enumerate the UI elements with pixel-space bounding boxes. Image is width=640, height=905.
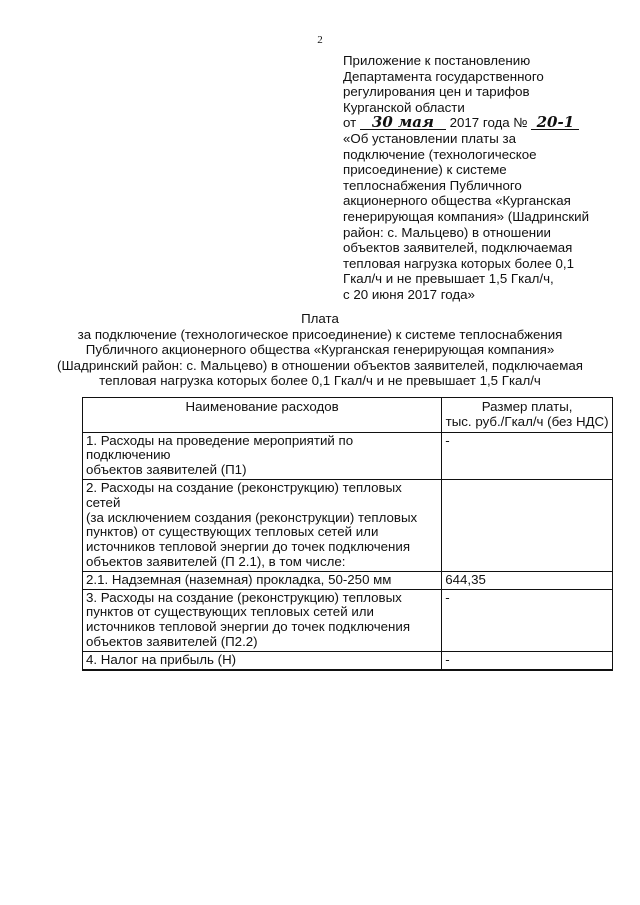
appendix-desc-line: с 20 июня 2017 года» xyxy=(343,286,475,302)
row-name-line: 3. Расходы на создание (реконструкцию) тепловых xyxy=(86,589,402,605)
row-name-cell xyxy=(83,479,442,571)
title-line: (Шадринский район: с. Мальцево) в отношении объектов заявителей, подключаемая xyxy=(57,357,583,373)
title-heading: Плата xyxy=(301,311,339,326)
table-row xyxy=(83,571,613,589)
appendix-desc-line: район: с. Мальцево) в отношении xyxy=(343,224,551,240)
year-text: 2017 года № xyxy=(449,115,528,131)
handwritten-date: 30 мая xyxy=(360,116,446,130)
title-line: Публичного акционерного общества «Курганская генерирующая компания» xyxy=(85,342,555,358)
row-name-line: объектов заявителей (П2.2) xyxy=(86,633,258,649)
row-value-cell: 644,35 xyxy=(442,571,613,589)
title-line: за подключение (технологическое присоединение) к системе теплоснабжения xyxy=(77,326,563,342)
table-row xyxy=(83,589,613,651)
appendix-desc-line: акционерного общества «Курганская xyxy=(343,193,571,209)
row-name-line: объектов заявителей (П1) xyxy=(86,462,247,478)
date-prefix: от xyxy=(343,115,357,131)
row-name-line: пунктов от существующих тепловых сетей или xyxy=(86,604,374,620)
row-name-line: 1. Расходы на проведение мероприятий по подключению xyxy=(86,432,354,463)
row-value-cell: - xyxy=(442,589,613,651)
table-row xyxy=(83,432,613,479)
row-value-cell: - xyxy=(442,651,613,669)
row-name-line: 4. Налог на прибыль (Н) xyxy=(86,651,237,667)
appendix-desc-line: объектов заявителей, подключаемая xyxy=(343,240,573,256)
document-title xyxy=(20,311,620,389)
row-name-line: объектов заявителей (П 2.1), в том числе: xyxy=(86,553,346,569)
appendix-line: регулирования цен и тарифов xyxy=(343,84,530,100)
appendix-desc-line: присоединение) к системе xyxy=(343,162,507,178)
table-row xyxy=(83,479,613,571)
header-name: Наименование расходов xyxy=(185,399,339,414)
appendix-line: Приложение к постановлению xyxy=(343,53,531,68)
header-size-line: Размер платы, xyxy=(481,399,573,414)
appendix-block xyxy=(343,53,628,303)
table-row xyxy=(83,651,613,669)
row-value-cell xyxy=(442,479,613,571)
row-name-line: источников тепловой энергии до точек подключения xyxy=(86,619,411,635)
appendix-line: Курганской области xyxy=(343,99,465,115)
title-line: тепловая нагрузка которых более 0,1 Гкал/ч и не превышает 1,5 Гкал/ч xyxy=(99,373,541,389)
appendix-desc-line: «Об установлении платы за xyxy=(343,130,516,146)
fees-table xyxy=(82,397,613,671)
appendix-desc-line: Гкал/ч и не превышает 1,5 Гкал/ч, xyxy=(343,271,554,287)
header-size-cell xyxy=(442,398,613,433)
appendix-line: Департамента государственного xyxy=(343,68,544,84)
header-name-cell xyxy=(83,398,442,433)
row-name-cell xyxy=(83,432,442,479)
row-value-cell: - xyxy=(442,432,613,479)
row-name-cell xyxy=(83,651,442,669)
header-size-line: тыс. руб./Гкал/ч (без НДС) xyxy=(445,413,609,429)
row-name-cell xyxy=(83,589,442,651)
table-header-row xyxy=(83,398,613,433)
appendix-desc-line: подключение (технологическое xyxy=(343,146,537,162)
appendix-desc-line: генерирующая компания» (Шадринский xyxy=(343,208,590,224)
row-name-cell xyxy=(83,571,442,589)
appendix-desc-line: теплоснабжения Публичного xyxy=(343,177,522,193)
row-name-line: 2.1. Надземная (наземная) прокладка, 50-250 мм xyxy=(86,571,392,587)
row-name-line: пунктов) от существующих тепловых сетей или xyxy=(86,524,379,540)
page-number: 2 xyxy=(317,34,323,46)
row-name-line: источников тепловой энергии до точек подключения xyxy=(86,539,411,555)
appendix-desc-line: тепловая нагрузка которых более 0,1 xyxy=(343,255,574,271)
row-name-line: 2. Расходы на создание (реконструкцию) тепловых сетей xyxy=(86,479,402,510)
row-name-line: (за исключением создания (реконструкции) тепловых xyxy=(86,509,418,525)
appendix-date-line xyxy=(343,115,628,131)
handwritten-number: 20-1 xyxy=(531,116,579,130)
